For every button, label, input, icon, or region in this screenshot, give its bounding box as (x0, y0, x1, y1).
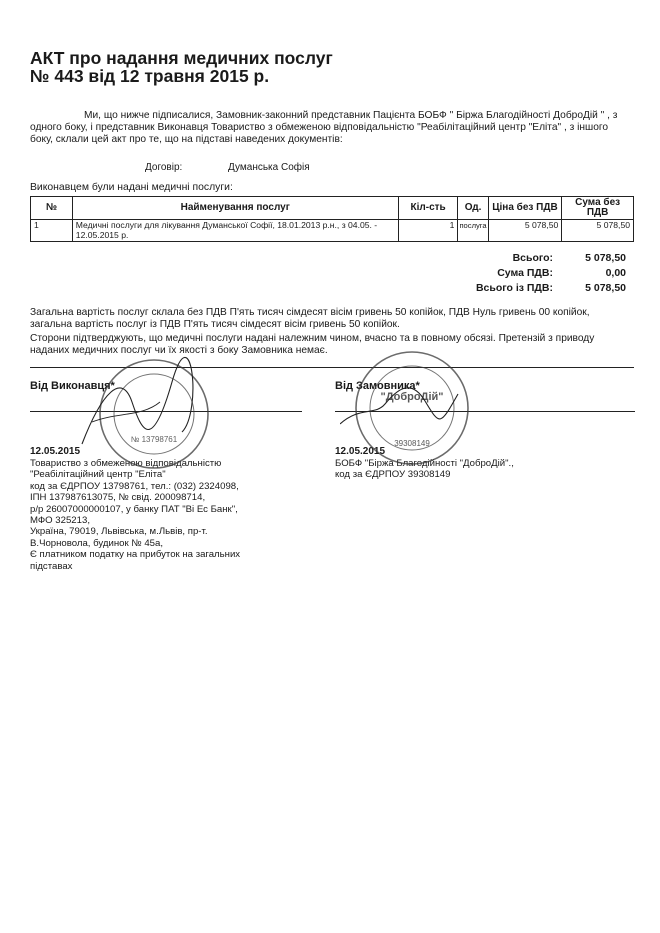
customer-label: Від Замовника* (335, 380, 420, 392)
executor-details (30, 458, 320, 572)
executor-detail-line: Товариство з обмеженою відповідальністю (30, 458, 222, 469)
document-number: № 443 від 12 травня 2015 р. (30, 66, 270, 86)
executor-detail-line: В.Чорновола, будинок № 45а, (30, 537, 163, 549)
executor-label: Від Виконавця* (30, 380, 115, 392)
executor-detail-line: МФО 325213, (30, 515, 90, 527)
header-num: № (31, 197, 73, 220)
table-header-row (31, 197, 634, 220)
contract-value: Думанська Софія (228, 162, 310, 173)
row-unit: послуга (458, 220, 488, 242)
executor-detail-line: підставах (30, 560, 73, 572)
executor-detail-line: код за ЄДРПОУ 13798761, тел.: (032) 2324098, (30, 480, 239, 492)
customer-signature-icon (340, 388, 458, 424)
executor-date: 12.05.2015 (30, 446, 81, 457)
header-sum: Сума без ПДВ (562, 197, 634, 220)
executor-detail-line: "Реабілітаційний центр "Еліта" (30, 469, 166, 481)
summary-confirmation: Сторони підтверджують, що медичні послуги надані належним чином, вчасно та в повному обсязі. Претензій з приводу наданих медичних послуг чи їх якості з боку Замовника немає. (30, 333, 595, 357)
executor-detail-line: р/р 26007000000107, у банку ПАТ "Ві Ес Банк", (30, 503, 238, 515)
customer-detail-line: код за ЄДРПОУ 39308149 (335, 469, 451, 481)
summary-amount: Загальна вартість послуг склала без ПДВ П'ять тисяч сімдесят вісім гривень 50 копійок, ПДВ Нуль гривень 00 копійок, загальна вартість послуг із ПДВ П'ять тисяч сімдесят вісім гривень 50 копійок. (30, 307, 590, 331)
performed-label: Виконавцем були надані медичні послуги: (30, 182, 233, 193)
row-name: Медичні послуги для лікування Думанської Софії, 18.01.2013 р.н., з 04.05. - 12.05.2015 р. (72, 220, 398, 242)
customer-stamp-number: 39308149 (394, 439, 430, 448)
total-label: Всього: (512, 252, 553, 264)
vat-value: 0,00 (605, 267, 626, 279)
header-qty: Кіл-сть (398, 197, 458, 220)
table-row (31, 220, 634, 242)
contract-label: Договір: (145, 162, 183, 173)
customer-detail-line: БОБФ "Біржа Благодійності "ДоброДій"., (335, 458, 514, 469)
total-vat-label: Всього із ПДВ: (475, 282, 553, 294)
row-sum: 5 078,50 (562, 220, 634, 242)
customer-details (335, 458, 625, 481)
customer-date: 12.05.2015 (335, 446, 386, 457)
intro-paragraph: Ми, що нижче підписалися, Замовник-законний представник Пацієнта БОБФ " Біржа Благодійності ДоброДій " , з одного боку, і представник Виконавця Товариство з обмеженою відповідальністю "Реабілітаційний центр "Еліта" , з іншого боку, склали цей акт про те, що на підставі наведених документів: (30, 110, 618, 146)
total-value: 5 078,50 (585, 252, 626, 264)
header-unit: Од. (458, 197, 488, 220)
executor-detail-line: Є платником податку на прибуток на загальних (30, 549, 241, 561)
document-title: АКТ про надання медичних послуг (30, 48, 333, 68)
customer-stamp-name: "ДоброДій" (380, 391, 444, 403)
total-vat-value: 5 078,50 (585, 282, 626, 294)
row-num: 1 (31, 220, 73, 242)
customer-signature-line (335, 411, 635, 412)
vat-label: Сума ПДВ: (497, 267, 553, 279)
executor-signature-icon (82, 357, 193, 444)
header-price: Ціна без ПДВ (488, 197, 562, 220)
signature-top-divider (30, 367, 634, 368)
executor-detail-line: Україна, 79019, Львівська, м.Львів, пр-т. (30, 526, 208, 538)
header-name: Найменування послуг (72, 197, 398, 220)
executor-stamp-number: № 13798761 (130, 435, 178, 444)
row-price: 5 078,50 (488, 220, 562, 242)
executor-detail-line: ІПН 137987613075, № свід. 200098714, (30, 492, 206, 504)
executor-signature-line (30, 411, 302, 412)
row-qty: 1 (398, 220, 458, 242)
services-table (30, 196, 634, 242)
